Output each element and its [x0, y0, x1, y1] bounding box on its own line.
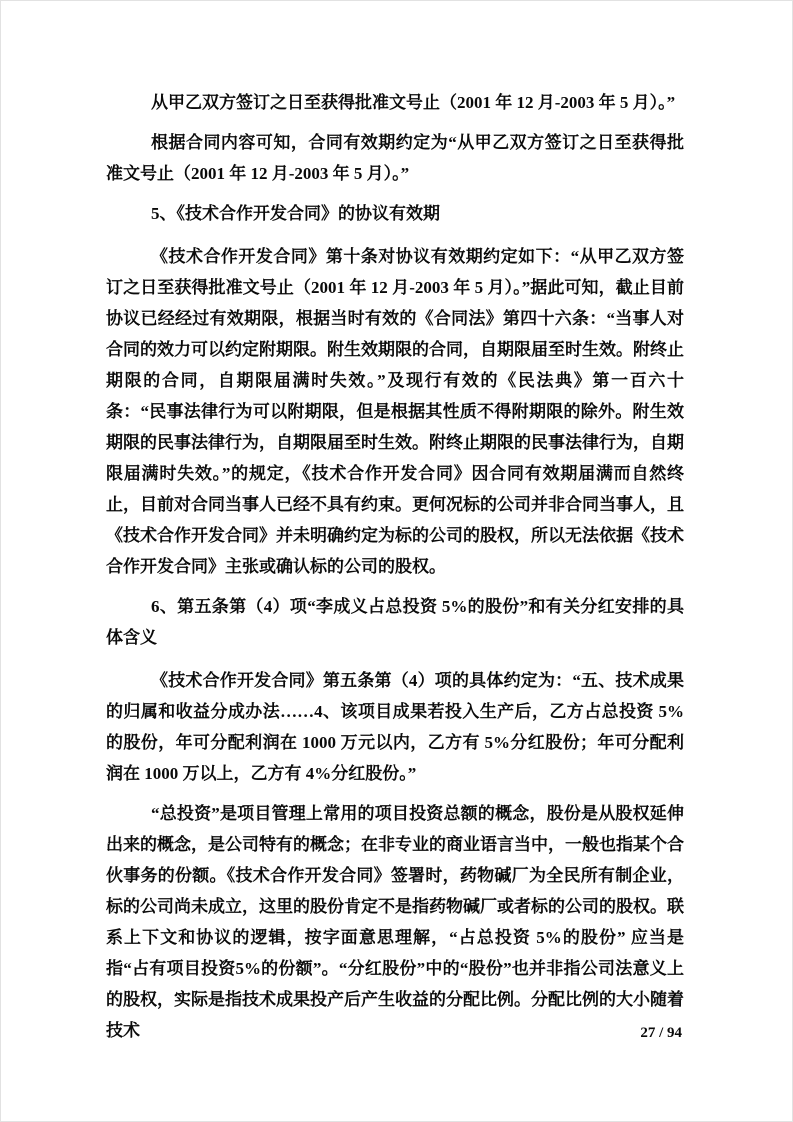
body-paragraph: 《技术合作开发合同》第十条对协议有效期约定如下：“从甲乙双方签订之日至获得批准文号止（2001 年 12 月-2003 年 5 月）。”据此可知，截止目前协议已经经过有效期限，根据当时有效的《合同法》第四十六条：“当事人对合同的效力可以约定附期限。附生效期限的合同，自期限届至时生效。附终止期限的合同，自期限届满时失效。”及现行有效的《民法典》第一百六十条：“民事法律行为可以附期限，但是根据其性质不得附期限的除外。附生效期限的民事法律行为，自期限届至时生效。附终止期限的民事法律行为，自期限届满时失效。”的规定，《技术合作开发合同》因合同有效期届满而自然终止，目前对合同当事人已经不具有约束。更何况标的公司并非合同当事人，且《技术合作开发合同》并未明确约定为标的公司的股权，所以无法依据《技术合作开发合同》主张或确认标的公司的股权。	[106, 247, 684, 576]
page-footer	[640, 1023, 682, 1043]
section-heading: 6、第五条第（4）项“李成义占总投资 5%的股份”和有关分红安排的具体含义	[106, 597, 684, 647]
document-body	[106, 87, 684, 1055]
body-paragraph: 根据合同内容可知，合同有效期约定为“从甲乙双方签订之日至获得批准文号止（2001 年 12 月-2003 年 5 月）。”	[106, 133, 684, 183]
section-heading: 5、《技术合作开发合同》的协议有效期	[151, 204, 440, 223]
body-paragraph: 从甲乙双方签订之日至获得批准文号止（2001 年 12 月-2003 年 5 月）。”	[151, 93, 676, 112]
body-paragraph: 《技术合作开发合同》第五条第（4）项的具体约定为：“五、技术成果的归属和收益分成办法……4、该项目成果若投入生产后，乙方占总投资 5%的股份，年可分配利润在 1000 万元以内，乙方有 5%分红股份；年可分配利润在 1000 万以上，乙方有 4%分红股份。”	[106, 671, 684, 783]
body-paragraph: “总投资”是项目管理上常用的项目投资总额的概念，股份是从股权延伸出来的概念，是公司特有的概念；在非专业的商业语言当中，一般也指某个合伙事务的份额。《技术合作开发合同》签署时，药物碱厂为全民所有制企业，标的公司尚未成立，这里的股份肯定不是指药物碱厂或者标的公司的股权。联系上下文和协议的逻辑，按字面意思理解，“占总投资 5%的股份” 应当是指“占有项目投资5%的份额”。“分红股份”中的“股份”也并非指公司法意义上的股权，实际是指技术成果投产后产生收益的分配比例。分配比例的大小随着技术	[106, 804, 684, 1040]
page-number: 27 / 94	[640, 1025, 682, 1041]
